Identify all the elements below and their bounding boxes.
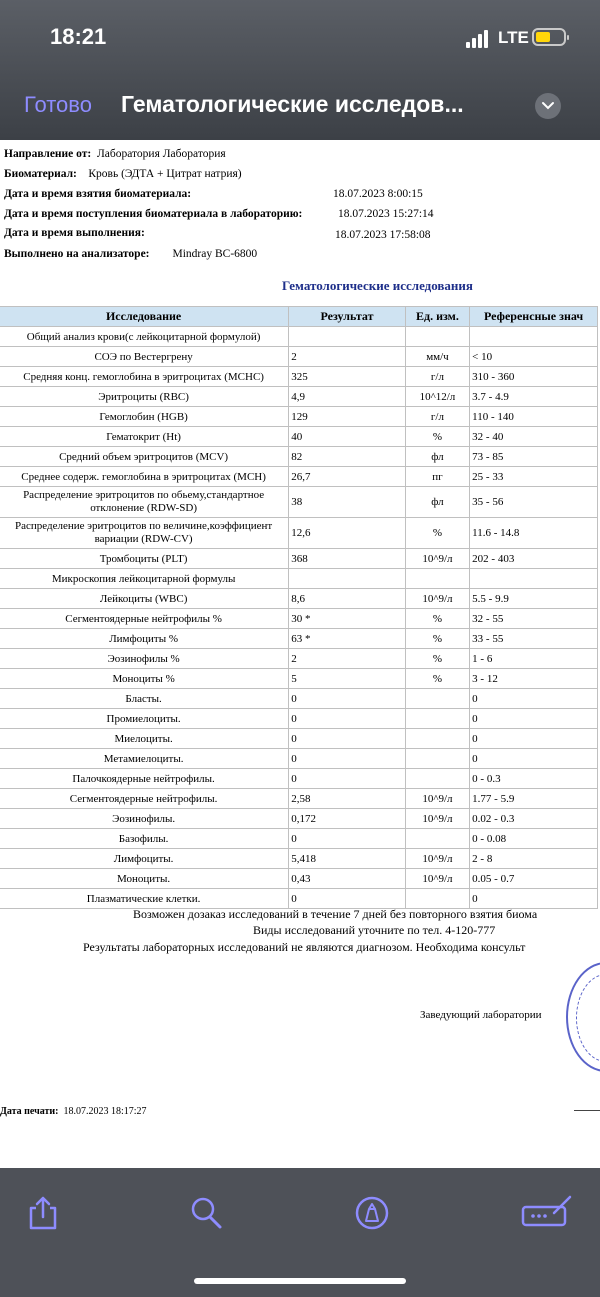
table-row [0, 789, 598, 809]
meta-biomaterial: Биоматериал: Кровь (ЭДТА + Цитрат натрия) [4, 168, 242, 180]
cell-reference: 3 - 12 [470, 669, 598, 689]
cell-result: 0 [289, 729, 406, 749]
cell-result: 8,6 [289, 589, 406, 609]
table-row [0, 829, 598, 849]
cell-test-name: Моноциты % [0, 669, 289, 689]
cell-reference: 202 - 403 [470, 549, 598, 569]
cell-reference: 35 - 56 [470, 487, 598, 518]
cell-test-name: Лимфоциты. [0, 849, 289, 869]
cell-reference: 3.7 - 4.9 [470, 387, 598, 407]
cell-unit [405, 729, 469, 749]
cell-test-name: Метамиелоциты. [0, 749, 289, 769]
cell-result: 63 * [289, 629, 406, 649]
table-row [0, 447, 598, 467]
table-row [0, 327, 598, 347]
chevron-down-icon[interactable] [535, 93, 561, 119]
markup-pen-icon[interactable] [354, 1195, 390, 1231]
status-time: 18:21 [50, 24, 107, 49]
cell-unit: % [405, 669, 469, 689]
header-test: Исследование [0, 307, 289, 327]
table-row [0, 407, 598, 427]
document-title: Гематологические исследов... [121, 91, 464, 117]
cell-unit: % [405, 629, 469, 649]
cell-test-name: Средний объем эритроцитов (MCV) [0, 447, 289, 467]
cell-result: 4,9 [289, 387, 406, 407]
cell-reference: 0 - 0.3 [470, 769, 598, 789]
cell-test-name: Эритроциты (RBC) [0, 387, 289, 407]
meta-direction: Направление от: Лаборатория Лаборатория [4, 148, 226, 160]
cell-unit: пг [405, 467, 469, 487]
cell-result: 0 [289, 709, 406, 729]
cell-reference: 1 - 6 [470, 649, 598, 669]
network-type: LTE [498, 28, 529, 47]
cell-reference: 0 - 0.08 [470, 829, 598, 849]
cell-unit: % [405, 649, 469, 669]
meta-received-label: Дата и время поступления биоматериала в лабораторию: [4, 208, 303, 220]
cell-reference: 0.05 - 0.7 [470, 869, 598, 889]
cell-reference: 0 [470, 689, 598, 709]
cell-unit: % [405, 609, 469, 629]
cell-test-name: Сегментоядерные нейтрофилы % [0, 609, 289, 629]
table-row [0, 729, 598, 749]
cell-reference: 0 [470, 889, 598, 909]
cell-reference: 32 - 55 [470, 609, 598, 629]
meta-sampling-value: 18.07.2023 8:00:15 [333, 188, 423, 200]
print-date: Дата печати: 18.07.2023 18:17:27 [0, 1106, 147, 1117]
table-row [0, 889, 598, 909]
cell-test-name: Эозинофилы. [0, 809, 289, 829]
table-row [0, 427, 598, 447]
cell-test-name: Общий анализ крови(с лейкоцитарной формулой) [0, 327, 289, 347]
cell-test-name: Средняя конц. гемоглобина в эритроцитах (MCHC) [0, 367, 289, 387]
cell-test-name: Промиелоциты. [0, 709, 289, 729]
cell-result: 0 [289, 829, 406, 849]
cell-reference: 2 - 8 [470, 849, 598, 869]
table-row [0, 769, 598, 789]
table-row [0, 518, 598, 549]
cell-unit [405, 749, 469, 769]
meta-received-value: 18.07.2023 15:27:14 [338, 208, 434, 220]
note-reorder: Возможен дозаказ исследований в течение 7 дней без повторного взятия биома [133, 907, 538, 921]
cell-test-name: Тромбоциты (PLT) [0, 549, 289, 569]
table-row [0, 367, 598, 387]
cell-test-name: СОЭ по Вестергрену [0, 347, 289, 367]
cell-test-name: Гемоглобин (HGB) [0, 407, 289, 427]
table-row [0, 689, 598, 709]
search-icon[interactable] [188, 1195, 224, 1231]
cell-reference: 0 [470, 709, 598, 729]
cell-result: 2 [289, 347, 406, 367]
cell-reference [470, 327, 598, 347]
cell-test-name: Распределение эритроцитов по обьему,стандартное отклонение (RDW-SD) [0, 487, 289, 518]
header-reference: Референсные знач [470, 307, 598, 327]
cell-test-name: Сегментоядерные нейтрофилы. [0, 789, 289, 809]
top-bar [0, 0, 600, 140]
cell-result: 129 [289, 407, 406, 427]
cell-unit: 10^9/л [405, 869, 469, 889]
document-page[interactable] [0, 140, 600, 1168]
cell-unit [405, 769, 469, 789]
cell-test-name: Бласты. [0, 689, 289, 709]
cell-reference [470, 569, 598, 589]
cell-unit: 10^9/л [405, 809, 469, 829]
table-row [0, 629, 598, 649]
table-row [0, 609, 598, 629]
cell-result: 368 [289, 549, 406, 569]
cell-unit [405, 327, 469, 347]
cell-result: 30 * [289, 609, 406, 629]
table-row [0, 549, 598, 569]
table-row [0, 347, 598, 367]
cell-reference: 0.02 - 0.3 [470, 809, 598, 829]
home-indicator [194, 1278, 406, 1284]
cell-result: 325 [289, 367, 406, 387]
cell-unit: 10^12/л [405, 387, 469, 407]
signature-line [574, 1110, 600, 1111]
table-row [0, 749, 598, 769]
cell-reference: 310 - 360 [470, 367, 598, 387]
table-row [0, 387, 598, 407]
cell-result: 0 [289, 769, 406, 789]
cell-unit [405, 889, 469, 909]
cell-test-name: Микроскопия лейкоцитарной формулы [0, 569, 289, 589]
cell-reference: 32 - 40 [470, 427, 598, 447]
cell-unit [405, 689, 469, 709]
meta-analyzer: Выполнено на анализаторе: Mindray BC-6800 [4, 248, 258, 260]
table-row [0, 589, 598, 609]
cell-result: 5 [289, 669, 406, 689]
cell-unit: 10^9/л [405, 589, 469, 609]
results-table [0, 306, 598, 909]
cell-reference: 0 [470, 729, 598, 749]
cell-test-name: Миелоциты. [0, 729, 289, 749]
cell-result: 0,43 [289, 869, 406, 889]
meta-sampling-label: Дата и время взятия биоматериала: [4, 188, 192, 200]
cell-result: 40 [289, 427, 406, 447]
cell-test-name: Палочкоядерные нейтрофилы. [0, 769, 289, 789]
cell-result: 82 [289, 447, 406, 467]
cell-unit: 10^9/л [405, 849, 469, 869]
cell-result: 2 [289, 649, 406, 669]
table-row [0, 487, 598, 518]
cell-test-name: Лимфоциты % [0, 629, 289, 649]
cell-result: 12,6 [289, 518, 406, 549]
cell-result: 38 [289, 487, 406, 518]
form-fill-icon[interactable] [520, 1195, 574, 1231]
note-phone: Виды исследований уточните по тел. 4-120-777 [253, 923, 496, 937]
cell-unit: мм/ч [405, 347, 469, 367]
table-header-row [0, 307, 598, 327]
note-disclaimer: Результаты лабораторных исследований не являются диагнозом. Необходима консульт [83, 940, 526, 954]
section-title: Гематологические исследования [282, 278, 473, 293]
cell-test-name: Гематокрит (Ht) [0, 427, 289, 447]
cell-test-name: Лейкоциты (WBC) [0, 589, 289, 609]
cell-reference: 0 [470, 749, 598, 769]
cell-unit: 10^9/л [405, 549, 469, 569]
table-row [0, 709, 598, 729]
header-unit: Ед. изм. [405, 307, 469, 327]
cell-unit: % [405, 518, 469, 549]
cell-reference: 5.5 - 9.9 [470, 589, 598, 609]
cell-reference: < 10 [470, 347, 598, 367]
cell-result: 5,418 [289, 849, 406, 869]
cell-test-name: Среднее содерж. гемоглобина в эритроцитах (MCH) [0, 467, 289, 487]
cell-result [289, 327, 406, 347]
cell-reference: 73 - 85 [470, 447, 598, 467]
cell-test-name: Моноциты. [0, 869, 289, 889]
cell-result [289, 569, 406, 589]
cell-result: 0 [289, 689, 406, 709]
cell-unit: г/л [405, 367, 469, 387]
cell-unit [405, 569, 469, 589]
cell-unit [405, 829, 469, 849]
cell-result: 2,58 [289, 789, 406, 809]
meta-completed-label: Дата и время выполнения: [4, 227, 145, 239]
cell-reference: 1.77 - 5.9 [470, 789, 598, 809]
share-icon[interactable] [26, 1195, 60, 1231]
cell-test-name: Базофилы. [0, 829, 289, 849]
cell-unit [405, 709, 469, 729]
done-button[interactable]: Готово [24, 92, 92, 117]
meta-completed-value: 18.07.2023 17:58:08 [335, 229, 431, 241]
cell-result: 0 [289, 889, 406, 909]
cell-unit: 10^9/л [405, 789, 469, 809]
battery-icon [532, 28, 566, 46]
table-row [0, 869, 598, 889]
cell-unit: фл [405, 447, 469, 467]
cell-reference: 33 - 55 [470, 629, 598, 649]
table-row [0, 669, 598, 689]
table-row [0, 649, 598, 669]
header-result: Результат [289, 307, 406, 327]
table-row [0, 467, 598, 487]
cell-test-name: Распределение эритроцитов по величине,коэффициент вариации (RDW-CV) [0, 518, 289, 549]
signal-icon [466, 30, 492, 48]
cell-unit: фл [405, 487, 469, 518]
head-of-lab-label: Заведующий лаборатории [420, 1009, 542, 1021]
cell-reference: 25 - 33 [470, 467, 598, 487]
table-row [0, 569, 598, 589]
table-row [0, 809, 598, 829]
cell-test-name: Плазматические клетки. [0, 889, 289, 909]
cell-unit: г/л [405, 407, 469, 427]
lab-stamp [566, 962, 600, 1072]
cell-test-name: Эозинофилы % [0, 649, 289, 669]
cell-result: 0 [289, 749, 406, 769]
cell-unit: % [405, 427, 469, 447]
cell-reference: 110 - 140 [470, 407, 598, 427]
cell-result: 26,7 [289, 467, 406, 487]
cell-reference: 11.6 - 14.8 [470, 518, 598, 549]
cell-result: 0,172 [289, 809, 406, 829]
table-row [0, 849, 598, 869]
